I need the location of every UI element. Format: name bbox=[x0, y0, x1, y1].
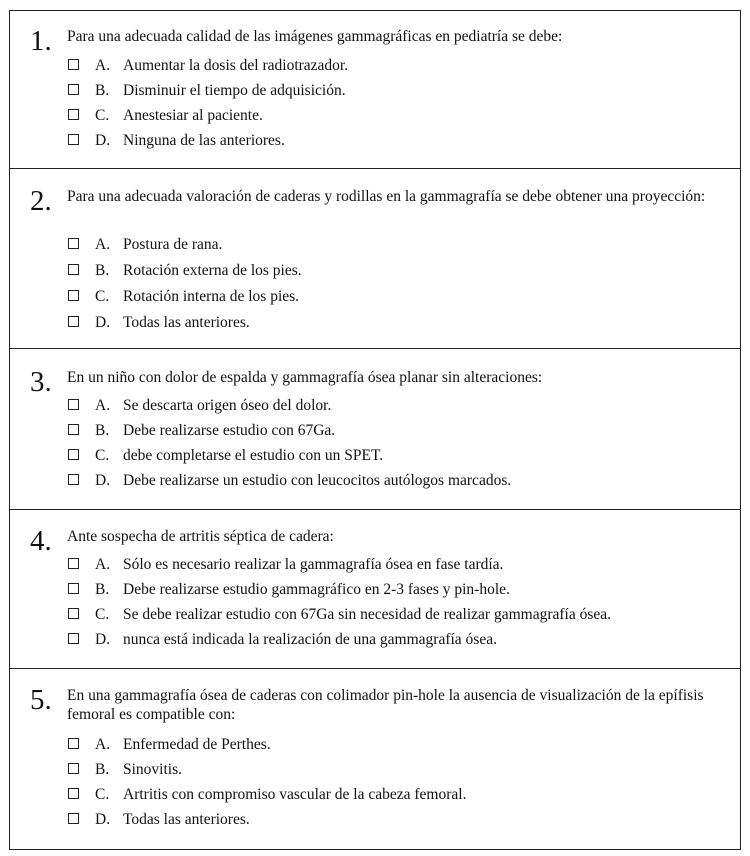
question-text: Para una adecuada valoración de caderas y rodillas en la gammagrafía se debe obtener una proyección: bbox=[67, 188, 706, 205]
checkbox[interactable] bbox=[68, 788, 79, 799]
option-text: Debe realizarse estudio gammagráfico en 2-3 fases y pin-hole. bbox=[123, 581, 510, 598]
option-text: Postura de rana. bbox=[123, 236, 223, 253]
option-letter: A. bbox=[95, 736, 111, 753]
option-text: Sólo es necesario realizar la gammagrafía ósea en fase tardía. bbox=[123, 556, 504, 573]
option-text: Debe realizarse estudio con 67Ga. bbox=[123, 422, 336, 439]
option-text: Disminuir el tiempo de adquisición. bbox=[123, 82, 346, 99]
question-number: 4. bbox=[30, 525, 52, 557]
checkbox[interactable] bbox=[68, 238, 79, 249]
option-text: Debe realizarse un estudio con leucocitos autólogos marcados. bbox=[123, 472, 512, 489]
option-letter: A. bbox=[95, 556, 111, 573]
option-letter: B. bbox=[95, 82, 110, 99]
question-2 bbox=[9, 168, 741, 348]
question-number: 2. bbox=[30, 185, 52, 217]
checkbox[interactable] bbox=[68, 608, 79, 619]
option-letter: D. bbox=[95, 811, 111, 828]
option-letter: D. bbox=[95, 132, 111, 149]
question-text: En una gammagrafía ósea de caderas con colimador pin-hole la ausencia de visualización de la epífisis femoral es compatible con: bbox=[67, 687, 704, 723]
option-letter: D. bbox=[95, 631, 111, 648]
option-letter: A. bbox=[95, 397, 111, 414]
question-text: Para una adecuada calidad de las imágenes gammagráficas en pediatría se debe: bbox=[67, 28, 563, 45]
checkbox[interactable] bbox=[68, 474, 79, 485]
checkbox[interactable] bbox=[68, 59, 79, 70]
option-text: Se debe realizar estudio con 67Ga sin necesidad de realizar gammagrafía ósea. bbox=[123, 606, 612, 623]
checkbox[interactable] bbox=[68, 399, 79, 410]
option-text: Artritis con compromiso vascular de la cabeza femoral. bbox=[123, 786, 467, 803]
option-text: Ninguna de las anteriores. bbox=[123, 132, 285, 149]
option-letter: C. bbox=[95, 447, 110, 464]
checkbox[interactable] bbox=[68, 633, 79, 644]
checkbox[interactable] bbox=[68, 84, 79, 95]
option-letter: B. bbox=[95, 422, 110, 439]
checkbox[interactable] bbox=[68, 558, 79, 569]
checkbox[interactable] bbox=[68, 813, 79, 824]
option-letter: A. bbox=[95, 57, 111, 74]
checkbox[interactable] bbox=[68, 583, 79, 594]
option-letter: D. bbox=[95, 314, 111, 331]
question-number: 3. bbox=[30, 366, 52, 398]
question-4 bbox=[9, 509, 741, 668]
question-number: 1. bbox=[30, 25, 52, 57]
checkbox[interactable] bbox=[68, 738, 79, 749]
option-letter: A. bbox=[95, 236, 111, 253]
question-5 bbox=[9, 668, 741, 850]
option-letter: C. bbox=[95, 288, 110, 305]
option-text: Se descarta origen óseo del dolor. bbox=[123, 397, 332, 414]
option-text: Enfermedad de Perthes. bbox=[123, 736, 271, 753]
option-letter: C. bbox=[95, 786, 110, 803]
question-1 bbox=[9, 10, 741, 168]
checkbox[interactable] bbox=[68, 290, 79, 301]
option-letter: B. bbox=[95, 581, 110, 598]
option-text: Aumentar la dosis del radiotrazador. bbox=[123, 57, 349, 74]
option-text: Rotación externa de los pies. bbox=[123, 262, 302, 279]
checkbox[interactable] bbox=[68, 424, 79, 435]
checkbox[interactable] bbox=[68, 134, 79, 145]
checkbox[interactable] bbox=[68, 763, 79, 774]
option-text: Sinovitis. bbox=[123, 761, 183, 778]
checkbox[interactable] bbox=[68, 264, 79, 275]
question-text: En un niño con dolor de espalda y gammagrafía ósea planar sin alteraciones: bbox=[67, 369, 543, 386]
checkbox[interactable] bbox=[68, 449, 79, 460]
option-text: Todas las anteriores. bbox=[123, 811, 250, 828]
checkbox[interactable] bbox=[68, 316, 79, 327]
checkbox[interactable] bbox=[68, 109, 79, 120]
question-3 bbox=[9, 348, 741, 509]
option-text: Todas las anteriores. bbox=[123, 314, 250, 331]
option-letter: B. bbox=[95, 761, 110, 778]
option-letter: C. bbox=[95, 606, 110, 623]
option-text: nunca está indicada la realización de una gammagrafía ósea. bbox=[123, 631, 497, 648]
option-letter: C. bbox=[95, 107, 110, 124]
question-text: Ante sospecha de artritis séptica de cadera: bbox=[67, 528, 334, 545]
option-text: debe completarse el estudio con un SPET. bbox=[123, 447, 384, 464]
option-letter: B. bbox=[95, 262, 110, 279]
question-number: 5. bbox=[30, 684, 52, 716]
option-letter: D. bbox=[95, 472, 111, 489]
option-text: Rotación interna de los pies. bbox=[123, 288, 300, 305]
option-text: Anestesiar al paciente. bbox=[123, 107, 263, 124]
